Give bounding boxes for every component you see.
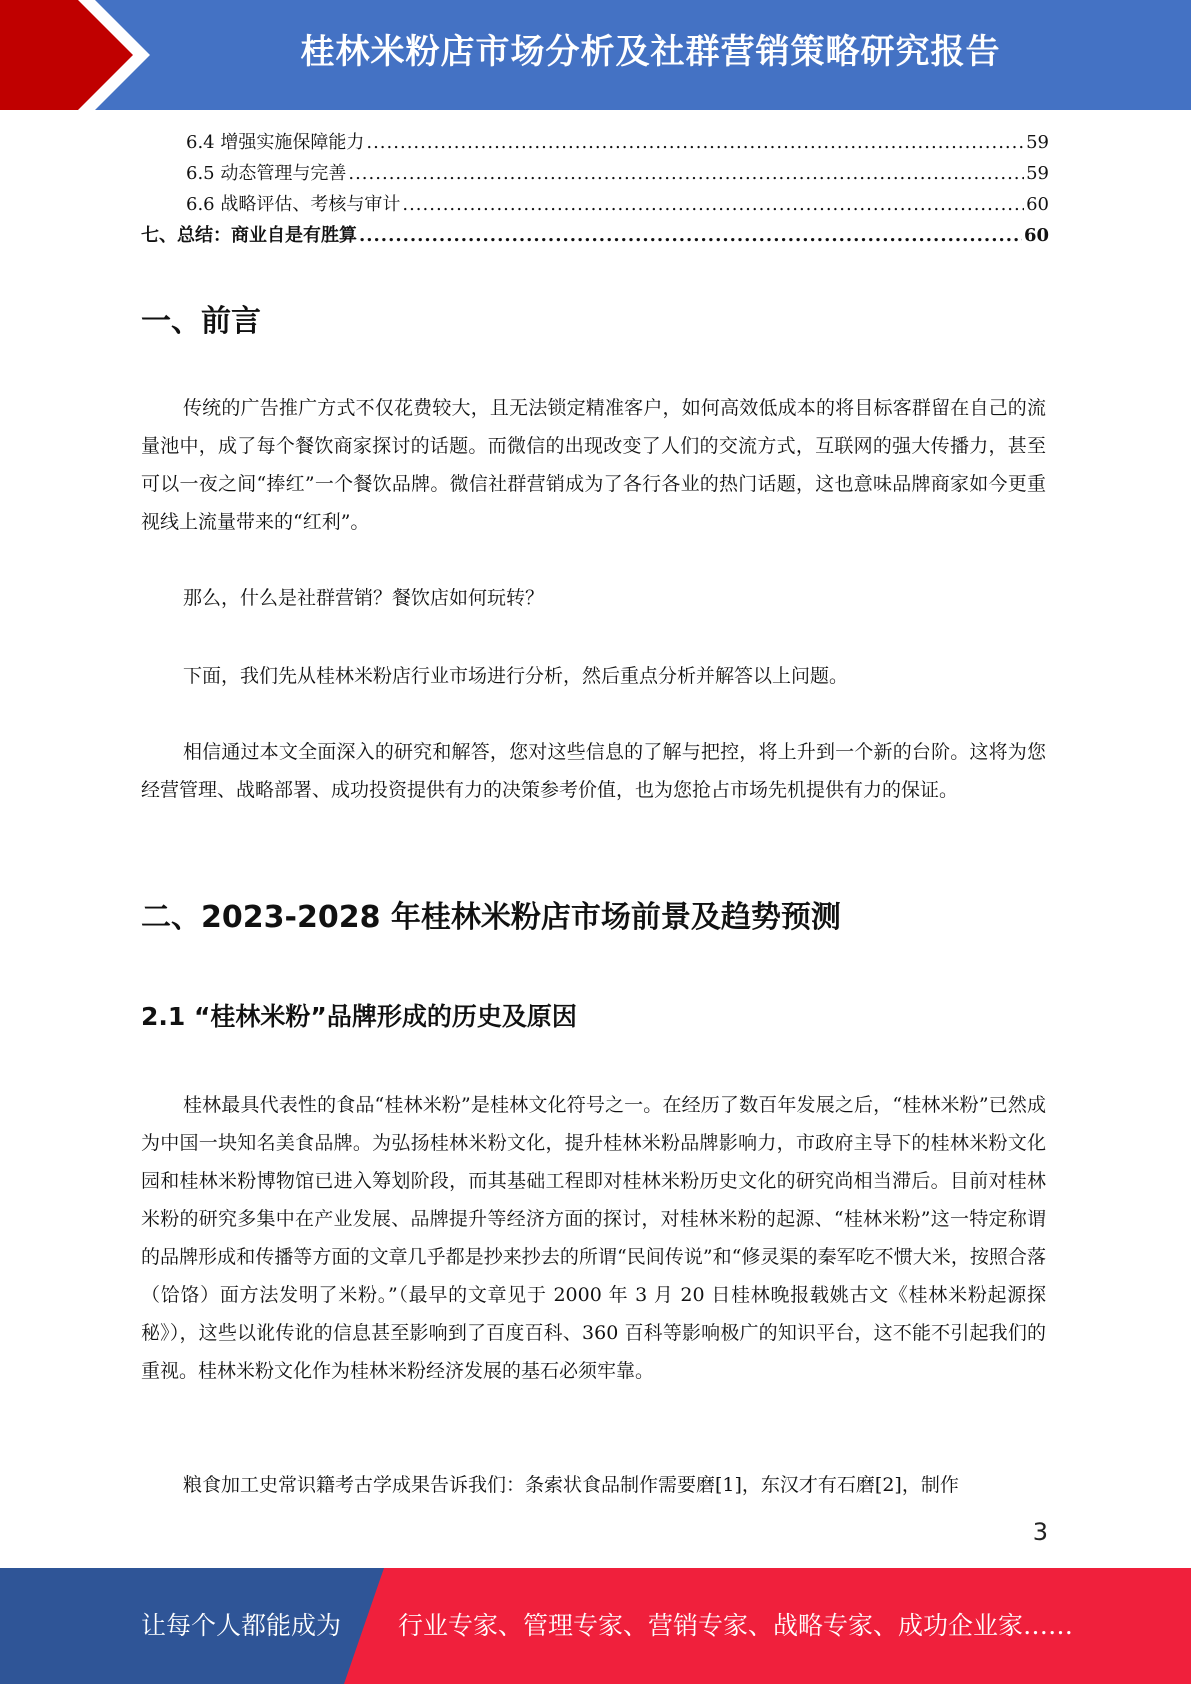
toc-entry-page: 60 bbox=[1026, 194, 1049, 215]
table-of-contents bbox=[141, 128, 1049, 252]
footer-slogan-left: 让每个人都能成为 bbox=[141, 1611, 342, 1640]
toc-entry[interactable] bbox=[141, 128, 1049, 159]
document-title: 桂林米粉店市场分析及社群营销策略研究报告 bbox=[300, 32, 1001, 72]
footer-banner bbox=[0, 1568, 1191, 1684]
toc-entry-page: 60 bbox=[1023, 225, 1049, 246]
toc-entry[interactable] bbox=[141, 221, 1049, 252]
preface-paragraph: 那么，什么是社群营销？餐饮店如何玩转？ bbox=[183, 587, 545, 609]
header-banner bbox=[0, 0, 1191, 110]
preface-paragraph: 相信通过本文全面深入的研究和解答，您对这些信息的了解与把控，将上升到一个新的台阶。这将为您经营管理、战略部署、成功投资提供有力的决策参考价值，也为您抢占市场先机提供有力的保证。 bbox=[141, 741, 1046, 801]
sub-heading: 2.1 “桂林米粉”品牌形成的历史及原因 bbox=[141, 1002, 577, 1031]
toc-leader-dots bbox=[366, 132, 1024, 153]
toc-leader-dots bbox=[348, 163, 1024, 184]
toc-entry[interactable] bbox=[141, 190, 1049, 221]
toc-entry-label: 6.6 战略评估、考核与审计 bbox=[186, 194, 401, 215]
page-number: 3 bbox=[1032, 1518, 1048, 1546]
market-paragraph: 桂林最具代表性的食品“桂林米粉”是桂林文化符号之一。在经历了数百年发展之后，“桂林米粉”已然成为中国一块知名美食品牌。为弘扬桂林米粉文化，提升桂林米粉品牌影响力，市政府主导下的桂林米粉文化园和桂林米粉博物馆已进入筹划阶段，而其基础工程即对桂林米粉历史文化的研究尚相当滞后。目前对桂林米粉的研究多集中在产业发展、品牌提升等经济方面的探讨，对桂林米粉的起源、“桂林米粉”这一特定称谓的品牌形成和传播等方面的文章几乎都是抄来抄去的所谓“民间传说”和“修灵渠的秦军吃不惯大米，按照合落（饸饹）面方法发明了米粉。”（最早的文章见于 2000 年 3 月 20 日桂林晚报载姚古文《桂林米粉起源探秘》），这些以讹传讹的信息甚至影响到了百度百科、360 百科等影响极广的知识平台，这不能不引起我们的重视。桂林米粉文化作为桂林米粉经济发展的基石必须牢靠。 bbox=[141, 1094, 1046, 1382]
preface-heading: 一、前言 bbox=[141, 304, 261, 339]
toc-leader-dots bbox=[359, 225, 1022, 246]
toc-entry-label: 6.4 增强实施保障能力 bbox=[186, 132, 365, 153]
preface-paragraph: 传统的广告推广方式不仅花费较大，且无法锁定精准客户，如何高效低成本的将目标客群留在自己的流量池中，成了每个餐饮商家探讨的话题。而微信的出现改变了人们的交流方式，互联网的强大传播力，甚至可以一夜之间“捧红”一个餐饮品牌。微信社群营销成为了各行各业的热门话题，这也意味品牌商家如今更重视线上流量带来的“红利”。 bbox=[141, 397, 1046, 533]
preface-paragraph: 下面，我们先从桂林米粉店行业市场进行分析，然后重点分析并解答以上问题。 bbox=[183, 665, 849, 687]
toc-entry-page: 59 bbox=[1026, 163, 1049, 184]
toc-entry-label: 七、总结：商业自是有胜算 bbox=[141, 225, 357, 246]
toc-entry[interactable] bbox=[141, 159, 1049, 190]
toc-entry-label: 6.5 动态管理与完善 bbox=[186, 163, 347, 184]
toc-leader-dots bbox=[402, 194, 1024, 215]
toc-entry-page: 59 bbox=[1026, 132, 1049, 153]
red-chevron-icon bbox=[0, 0, 150, 110]
market-paragraph: 粮食加工史常识籍考古学成果告诉我们：条索状食品制作需要磨[1]，东汉才有石磨[2]，制作 bbox=[183, 1474, 959, 1496]
footer-slogan-right: 行业专家、管理专家、营销专家、战略专家、成功企业家…… bbox=[398, 1611, 1074, 1640]
market-heading: 二、2023-2028 年桂林米粉店市场前景及趋势预测 bbox=[141, 900, 841, 935]
